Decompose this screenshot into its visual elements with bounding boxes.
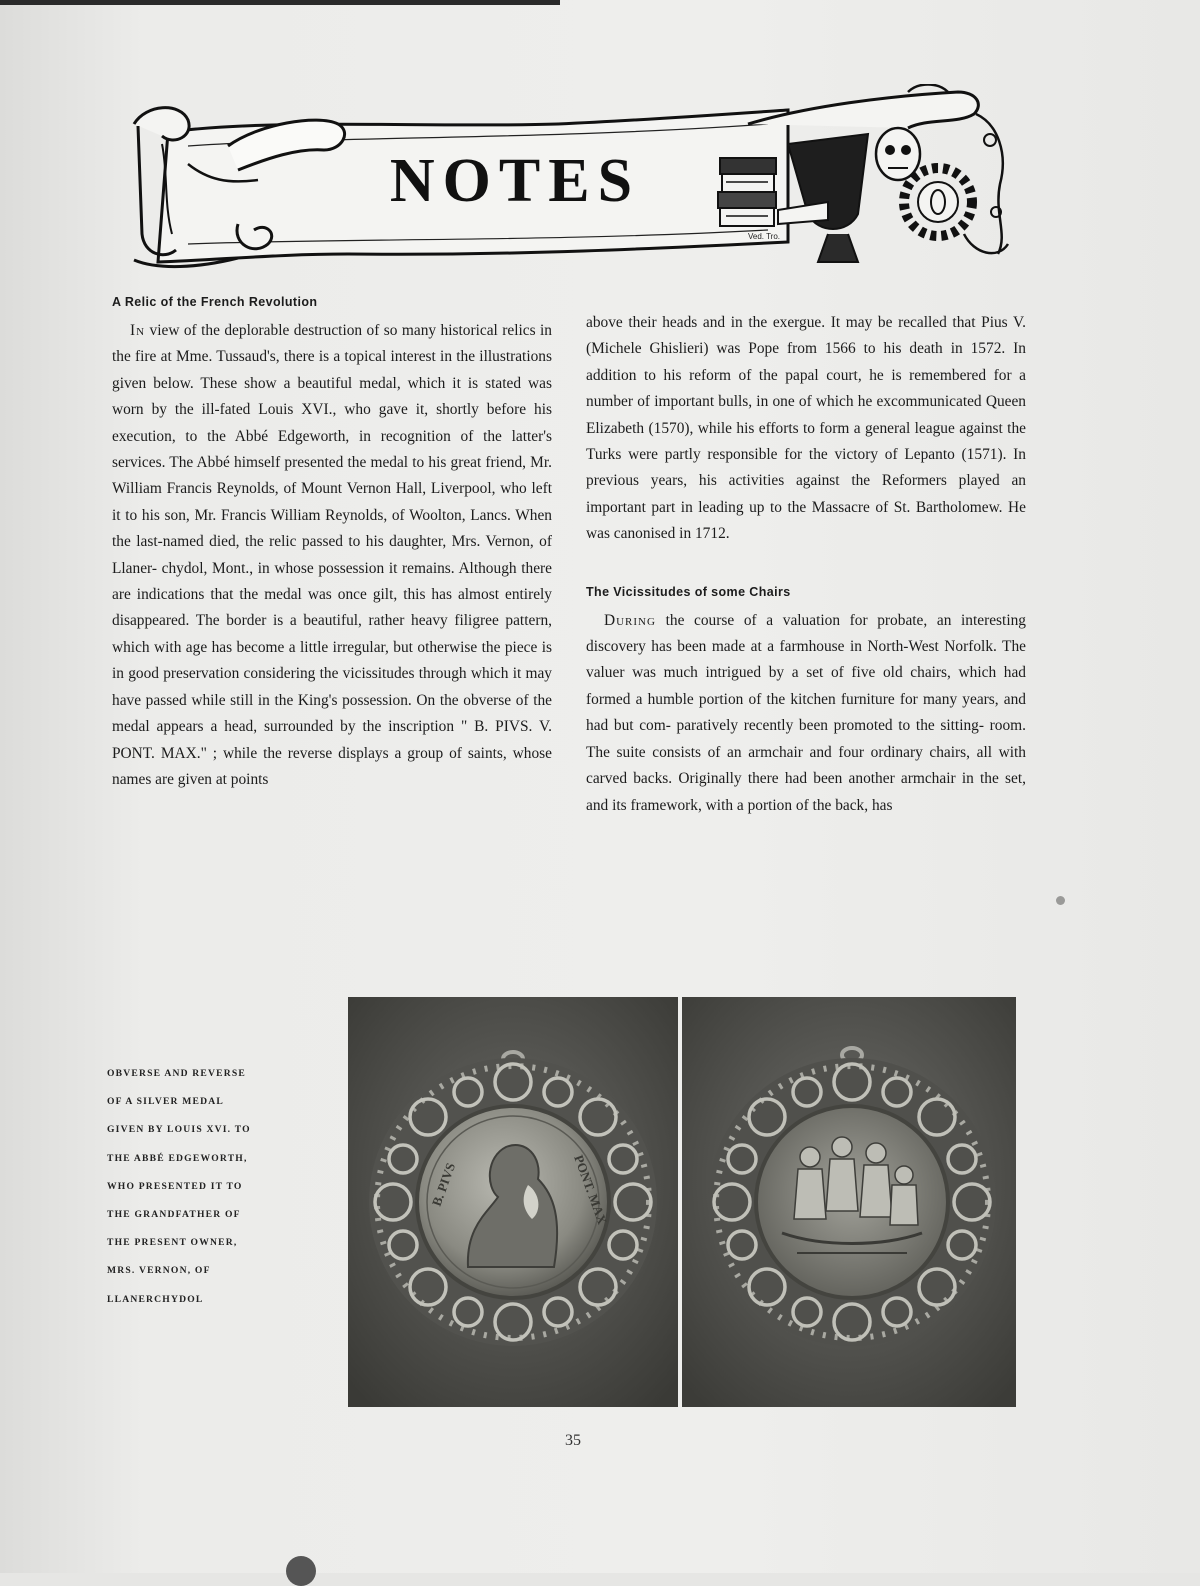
- article-heading-chairs: The Vicissitudes of some Chairs: [586, 584, 791, 599]
- text-line: paratively recently been promoted to the sitting-: [670, 717, 984, 735]
- text-line: is stated was worn by the ill-fated Louis XVI.,: [112, 374, 552, 419]
- article-heading-relic: A Relic of the French Revolution: [112, 295, 318, 309]
- caption-line: THE PRESENT OWNER,: [107, 1237, 238, 1249]
- text-line: pattern, which with age has become a little: [112, 612, 552, 656]
- text-line: be recalled that Pius V. (Michele Ghislieri) was: [586, 314, 1026, 358]
- caption-line: THE ABBÉ EDGEWORTH,: [107, 1152, 248, 1164]
- top-edge-rule: [0, 0, 560, 5]
- caption-line: WHO PRESENTED IT TO: [107, 1180, 243, 1192]
- text-line: many historical relics in the fire at Mme. Tussaud's,: [112, 322, 552, 366]
- article-text: [586, 612, 1026, 814]
- text-line: a head, surrounded by the inscription " B. PIVS.: [203, 718, 533, 736]
- medal-caption: [107, 1060, 307, 1314]
- caption-line: GIVEN BY LOUIS XVI. TO: [107, 1124, 251, 1136]
- text-line: the course of a valuation for probate,: [665, 611, 928, 629]
- text-line: to his reform of the papal court, he is remembered: [636, 366, 987, 384]
- text-line: furniture for many years, and had but com-: [586, 690, 1026, 735]
- text-line: he excommunicated Queen Elizabeth (1570), while: [586, 393, 1026, 437]
- notes-banner: [128, 84, 1018, 274]
- text-line: below. These show a beautiful medal, which it: [146, 374, 461, 392]
- caption-line: THE GRANDFATHER OF: [107, 1209, 241, 1221]
- medal-photographs: [348, 997, 1016, 1407]
- text-line: preservation considering the vicissitudes through: [159, 665, 467, 683]
- article-body-chairs: [586, 608, 1026, 819]
- text-line: Although there are indications that the medal: [112, 559, 553, 604]
- caption-line: OBVERSE AND REVERSE: [107, 1068, 247, 1079]
- text-line: there is a topical interest in the illustrations given: [112, 348, 552, 392]
- text-line: chydol, Mont., in whose possession it remains.: [156, 559, 455, 577]
- right-column: [586, 310, 1026, 819]
- text-line: to his great friend, Mr. William Francis Reynolds,: [112, 454, 552, 498]
- obverse-inscription-left: B. PIVS: [428, 1160, 459, 1209]
- text-line: its framework, with a portion of the back, has: [608, 796, 893, 814]
- text-line: there had been another armchair in the set, and: [586, 770, 1026, 814]
- article-text-continued: [586, 314, 1026, 542]
- drop-word: During: [604, 611, 656, 629]
- text-line: against the Reformers played an important part: [586, 472, 1026, 516]
- text-line: V. PONT. MAX." ; while the reverse displays a: [112, 718, 553, 762]
- text-line: who gave it, shortly before his execution, to the: [112, 401, 552, 445]
- text-line: room. The suite consists of an armchair and four: [586, 717, 1026, 761]
- text-line: view of the deplorable destruction of so: [149, 322, 398, 339]
- text-line: The border is a beautiful, rather heavy filigree: [189, 612, 499, 630]
- text-line: an interesting discovery has been made at a: [586, 611, 1026, 656]
- text-line: which had formed a humble portion of the kitchen: [586, 664, 1027, 708]
- drop-word: In: [130, 322, 146, 339]
- text-line: in leading up to the Massacre of St. Bartholomew.: [675, 498, 1003, 516]
- text-line: his efforts to form a general league against the: [731, 419, 1026, 437]
- text-line: was much intrigued by a set of five old chairs,: [624, 664, 951, 682]
- paper-speck: [286, 1556, 316, 1586]
- text-line: of Mount Vernon Hall, Liverpool, who left it to: [112, 480, 553, 524]
- text-line: which it may have passed while still in the King's: [112, 665, 552, 709]
- text-line: his son, Mr. Francis William Reynolds, of Woolton,: [137, 506, 466, 524]
- text-line: Abbé Edgeworth, in recognition of the latter's: [225, 427, 552, 445]
- text-line: above their heads and in the exergue. It may: [586, 314, 873, 331]
- caption-line: OF A SILVER MEDAL: [107, 1096, 224, 1108]
- left-column: [112, 292, 552, 793]
- text-line: Turks were partly responsible for the victory of: [586, 446, 898, 464]
- text-line: Lancs. When the last-named died, the relic: [112, 506, 552, 551]
- banner-title: NOTES: [389, 147, 641, 215]
- paper-speck: [1056, 896, 1065, 905]
- page-number: 35: [565, 1432, 581, 1449]
- text-line: farmhouse in North-West Norfolk. The valuer: [586, 638, 1026, 682]
- article-body-relic: [112, 318, 552, 793]
- text-line: for a number of important bulls, in one of which: [586, 366, 1026, 411]
- article-text: [112, 322, 552, 788]
- text-line: ordinary chairs, all with carved backs. Originally: [586, 743, 1026, 788]
- text-line: group of saints, whose names are given at points: [112, 744, 552, 788]
- caption-line: LLANERCHYDOL: [107, 1293, 204, 1305]
- medal-obverse-photo: [348, 997, 678, 1407]
- medal-reverse-photo: [682, 997, 1016, 1407]
- text-line: possession. On the obverse of the medal appears: [112, 691, 552, 736]
- article-body-relic-continued: [586, 310, 1026, 548]
- text-line: Pope from 1566 to his death in 1572. In addition: [586, 340, 1026, 384]
- text-line: irregular, but otherwise the piece is in good: [112, 638, 552, 683]
- text-line: He was canonised in 1712.: [586, 498, 1027, 543]
- text-line: Lepanto (1571). In previous years, his activities: [586, 446, 1026, 490]
- artist-signature: Ved. Tro.: [748, 232, 781, 241]
- caption-line: MRS. VERNON, OF: [107, 1265, 211, 1277]
- text-line: passed to his daughter, Mrs. Vernon, of Llaner-: [112, 533, 553, 577]
- text-line: services. The Abbé himself presented the medal: [112, 454, 409, 472]
- text-line: was once gilt, this has almost entirely disappeared.: [112, 586, 553, 630]
- obverse-inscription-right: PONT. MAX: [571, 1152, 611, 1227]
